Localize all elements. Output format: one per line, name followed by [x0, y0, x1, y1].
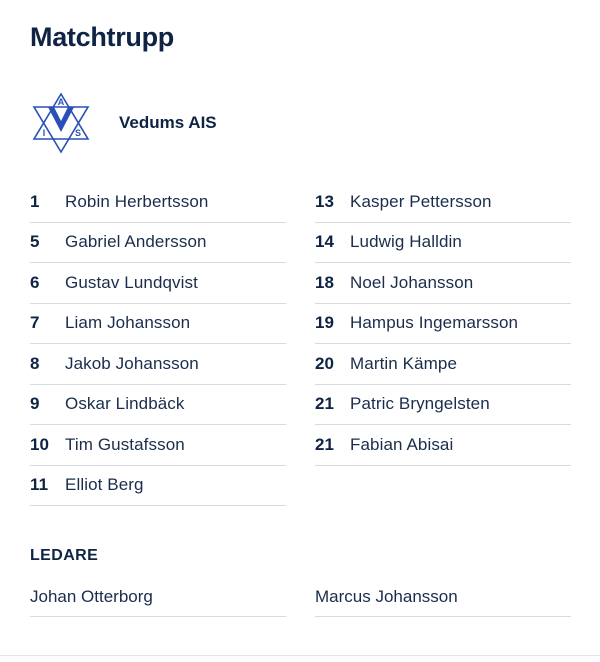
player-number: 8 — [30, 353, 40, 373]
player-name: Kasper Pettersson — [350, 191, 492, 211]
player-number: 13 — [315, 191, 335, 211]
team-header[interactable] — [30, 92, 217, 154]
logo-letter-s: S — [74, 128, 82, 138]
player-number: 14 — [315, 232, 335, 252]
player-name: Gabriel Andersson — [65, 232, 207, 252]
player-row[interactable] — [30, 344, 286, 385]
leaders-heading: LEDARE — [30, 547, 99, 564]
player-row[interactable] — [315, 385, 571, 426]
player-row[interactable] — [30, 466, 286, 507]
team-logo — [30, 92, 92, 154]
player-number: 1 — [30, 191, 40, 211]
player-number: 21 — [315, 394, 335, 414]
bottom-divider — [0, 655, 600, 656]
player-number: 20 — [315, 353, 335, 373]
player-row[interactable] — [30, 223, 286, 264]
player-row[interactable] — [30, 385, 286, 426]
player-name: Elliot Berg — [65, 475, 144, 495]
player-name: Martin Kämpe — [350, 353, 458, 373]
player-number: 6 — [30, 272, 40, 292]
squad-column-right — [315, 182, 571, 466]
leader-name: Marcus Johansson — [315, 587, 458, 606]
leader-row[interactable] — [315, 578, 571, 617]
player-name: Fabian Abisai — [350, 434, 454, 454]
player-name: Oskar Lindbäck — [65, 394, 185, 414]
player-number: 18 — [315, 272, 335, 292]
player-number: 19 — [315, 313, 335, 333]
player-number: 10 — [30, 434, 50, 454]
player-name: Gustav Lundqvist — [65, 272, 198, 292]
logo-letter-a: A — [57, 97, 65, 107]
player-name: Patric Bryngelsten — [350, 394, 490, 414]
player-row[interactable] — [315, 344, 571, 385]
player-name: Ludwig Halldin — [350, 232, 462, 252]
player-number: 11 — [30, 475, 49, 495]
player-name: Jakob Johansson — [65, 353, 199, 373]
player-row[interactable] — [30, 182, 286, 223]
player-row[interactable] — [30, 263, 286, 304]
player-number: 7 — [30, 313, 40, 333]
logo-letter-i: I — [42, 128, 46, 138]
player-row[interactable] — [315, 304, 571, 345]
player-number: 5 — [30, 232, 40, 252]
player-name: Liam Johansson — [65, 313, 191, 333]
player-row[interactable] — [30, 425, 286, 466]
player-name: Robin Herbertsson — [65, 191, 209, 211]
player-name: Noel Johansson — [350, 272, 474, 292]
player-name: Hampus Ingemarsson — [350, 313, 519, 333]
player-row[interactable] — [315, 425, 571, 466]
player-number: 21 — [315, 434, 335, 454]
player-row[interactable] — [315, 223, 571, 264]
player-name: Tim Gustafsson — [65, 434, 185, 454]
leader-row[interactable] — [30, 578, 286, 617]
player-row[interactable] — [30, 304, 286, 345]
player-number: 9 — [30, 394, 40, 414]
page-title: Matchtrupp — [30, 22, 174, 52]
squad-column-left — [30, 182, 286, 506]
player-row[interactable] — [315, 182, 571, 223]
team-name: Vedums AIS — [119, 113, 217, 132]
player-row[interactable] — [315, 263, 571, 304]
leader-name: Johan Otterborg — [30, 587, 153, 606]
